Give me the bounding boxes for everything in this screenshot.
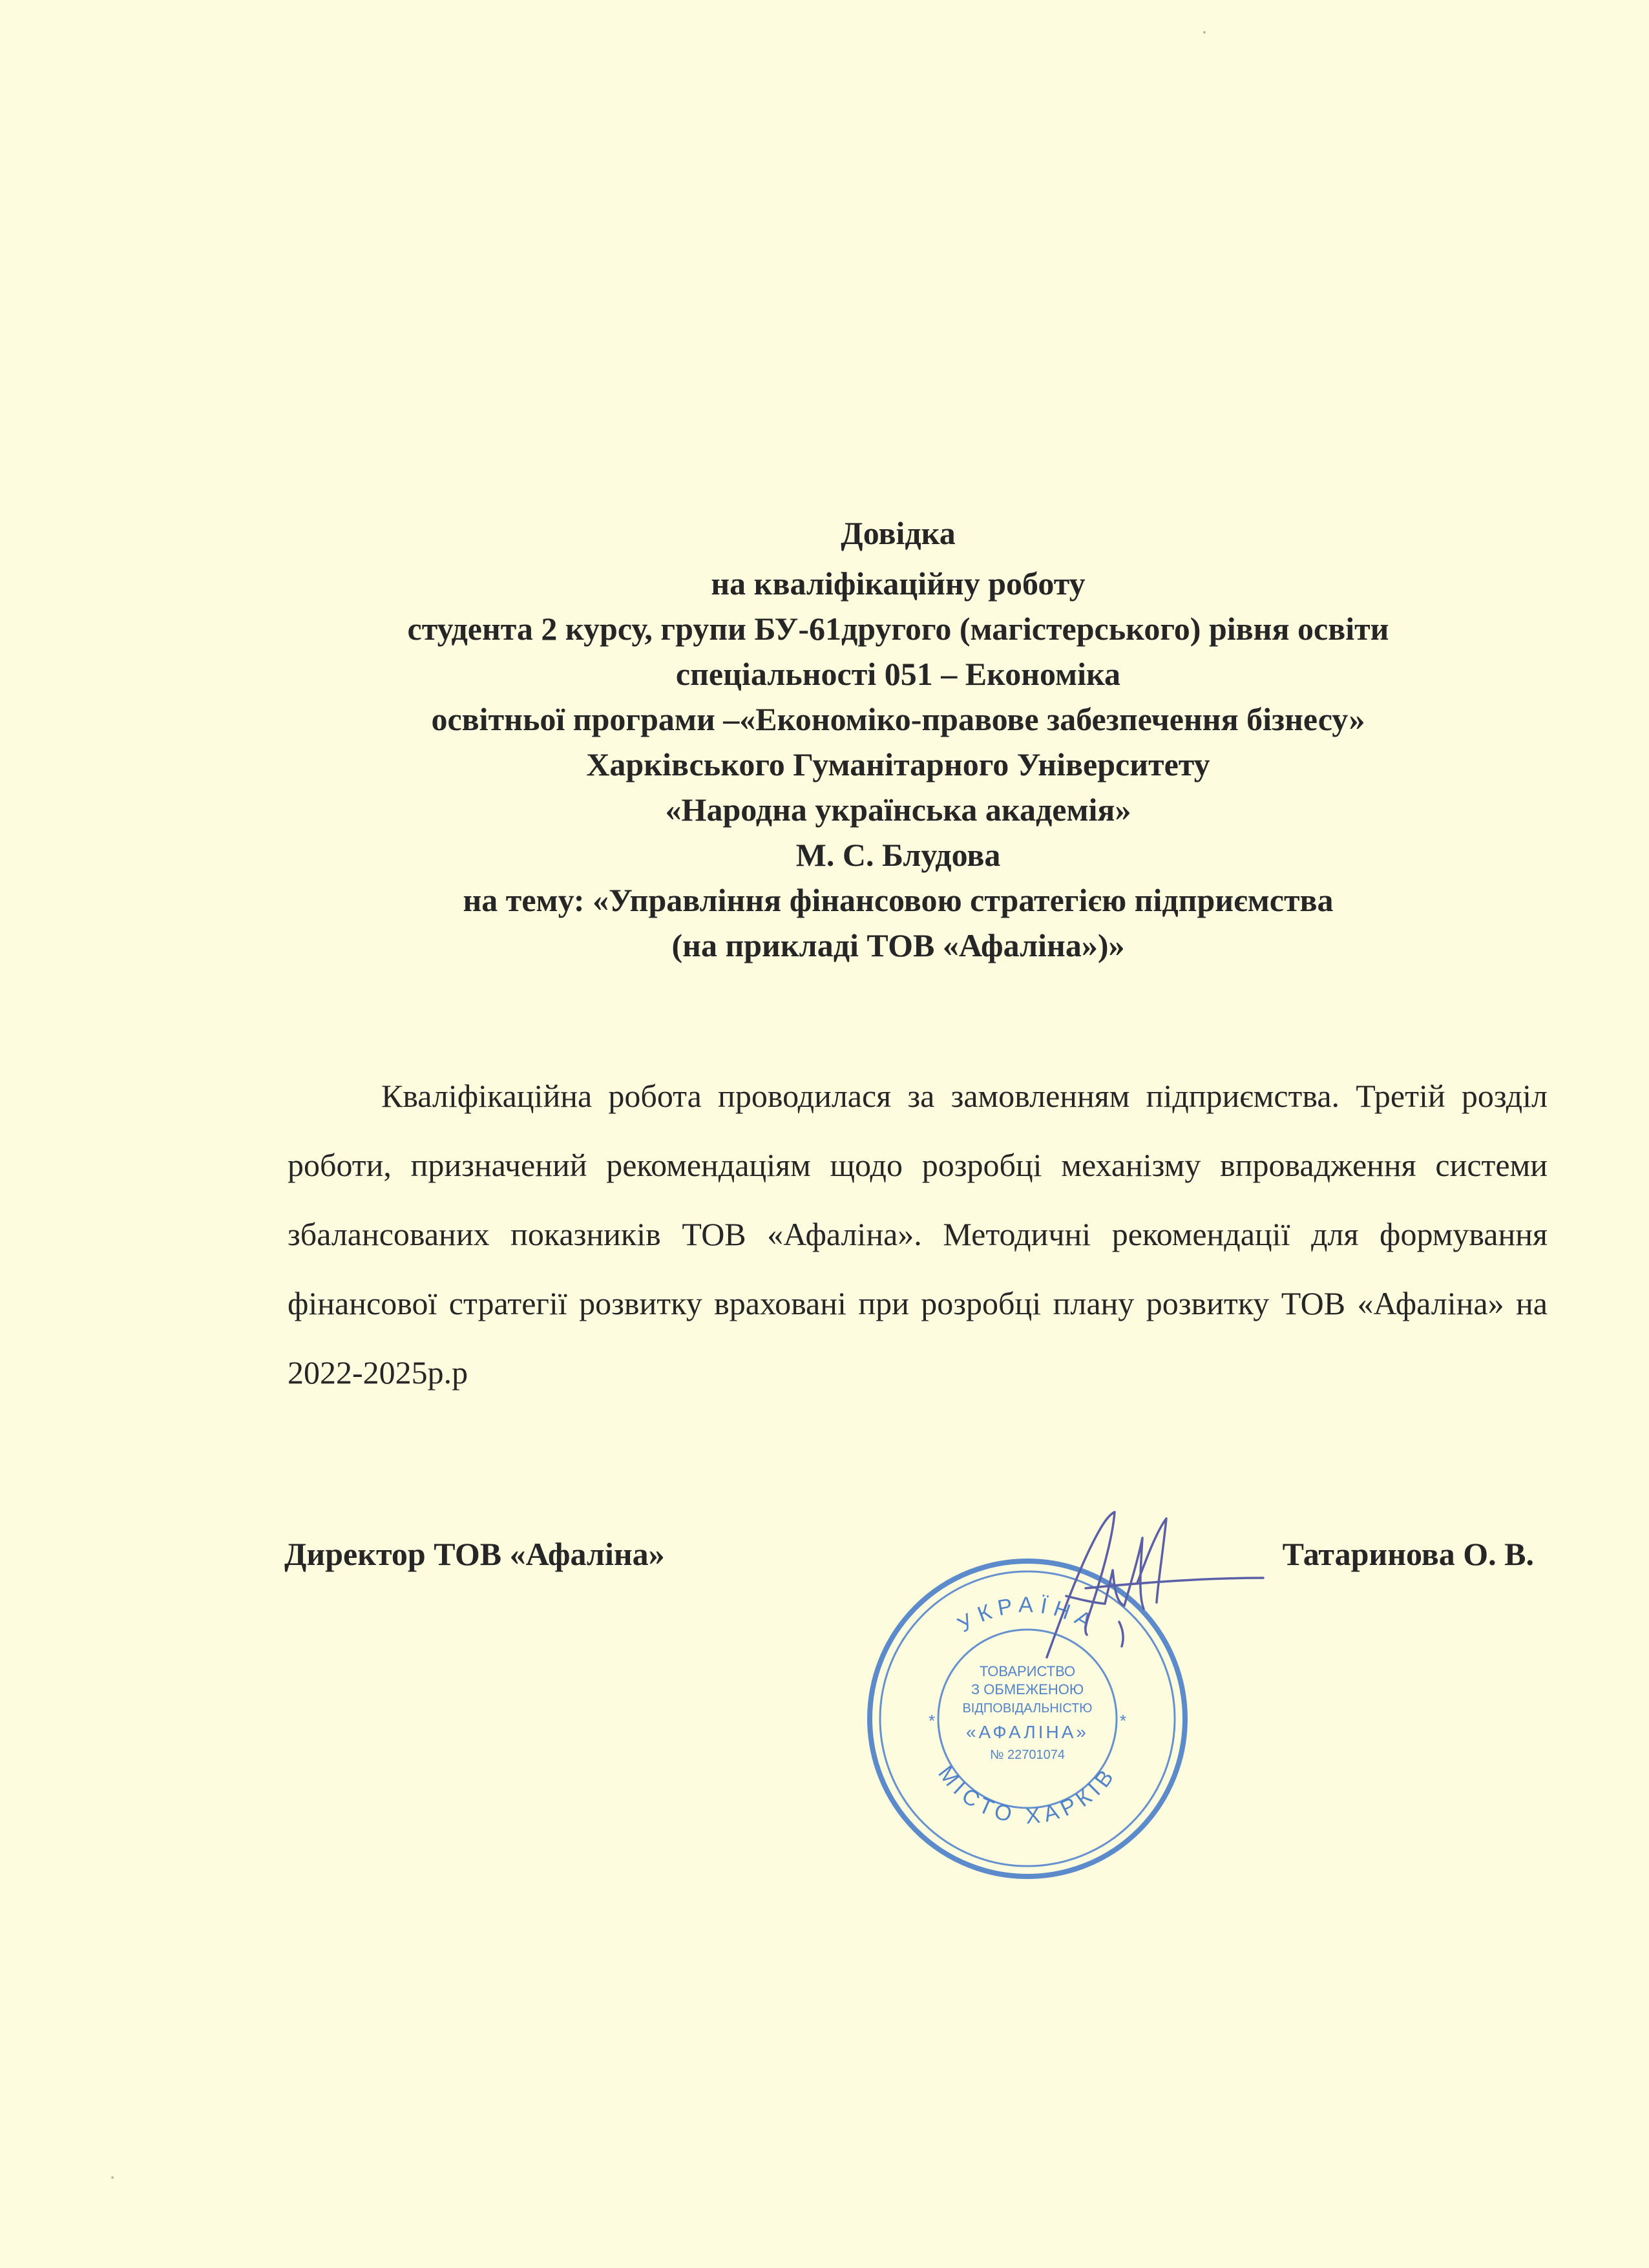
svg-text:МІСТО ХАРКІВ [933, 1761, 1121, 1829]
document-title: Довідка [841, 515, 956, 551]
heading-line: «Народна українська академія» [665, 792, 1131, 828]
stamp-inner-line: З ОБМЕЖЕНОЮ [971, 1681, 1084, 1697]
stamp-inner-line: ТОВАРИСТВО [979, 1663, 1076, 1679]
document-heading [258, 510, 1538, 968]
heading-line: студента 2 курсу, групи БУ-61другого (магістерського) рівня освіти [407, 611, 1389, 647]
stamp-registration-code: № 22701074 [990, 1748, 1065, 1762]
heading-line: на кваліфікаційну роботу [711, 565, 1086, 602]
stamp-inner-line: ВІДПОВІДАЛЬНІСТЮ [962, 1701, 1093, 1716]
signature-position: Директор ТОВ «Афаліна» [284, 1536, 665, 1572]
heading-line: (на прикладі ТОВ «Афаліна»)» [671, 927, 1125, 963]
heading-line: М. С. Блудова [795, 837, 1001, 873]
heading-line: на тему: «Управління фінансовою стратегією підприємства [463, 882, 1334, 918]
handwritten-signature [969, 1493, 1266, 1661]
stamp-company-name: «АФАЛІНА» [966, 1722, 1089, 1742]
star-icon: * [1119, 1711, 1127, 1730]
heading-line: спеціальності 051 – Економіка [675, 656, 1121, 692]
paper-speck [1203, 31, 1206, 34]
body-paragraph: Кваліфікаційна робота проводилася за замовленням підприємства. Третій розділ роботи, призначений рекомендаціям щодо розробці механізму впровадження системи збалансованих показників ТОВ «Афаліна». Методичні рекомендації для формування фінансової стратегії розвитку враховані при розробці плану розвитку ТОВ «Афаліна» на 2022-2025р.р [288, 1078, 1548, 1391]
paper-speck [111, 2176, 114, 2179]
heading-line: освітньої програми –«Економіко-правове забезпечення бізнесу» [431, 701, 1365, 737]
signature-name: Татаринова О. В. [1282, 1536, 1534, 1572]
stamp-country: УКРАЇНА [953, 1592, 1102, 1637]
heading-line: Харківського Гуманітарного Університету [586, 746, 1210, 782]
stamp-city: МІСТО ХАРКІВ [933, 1761, 1122, 1829]
star-icon: * [928, 1711, 936, 1730]
